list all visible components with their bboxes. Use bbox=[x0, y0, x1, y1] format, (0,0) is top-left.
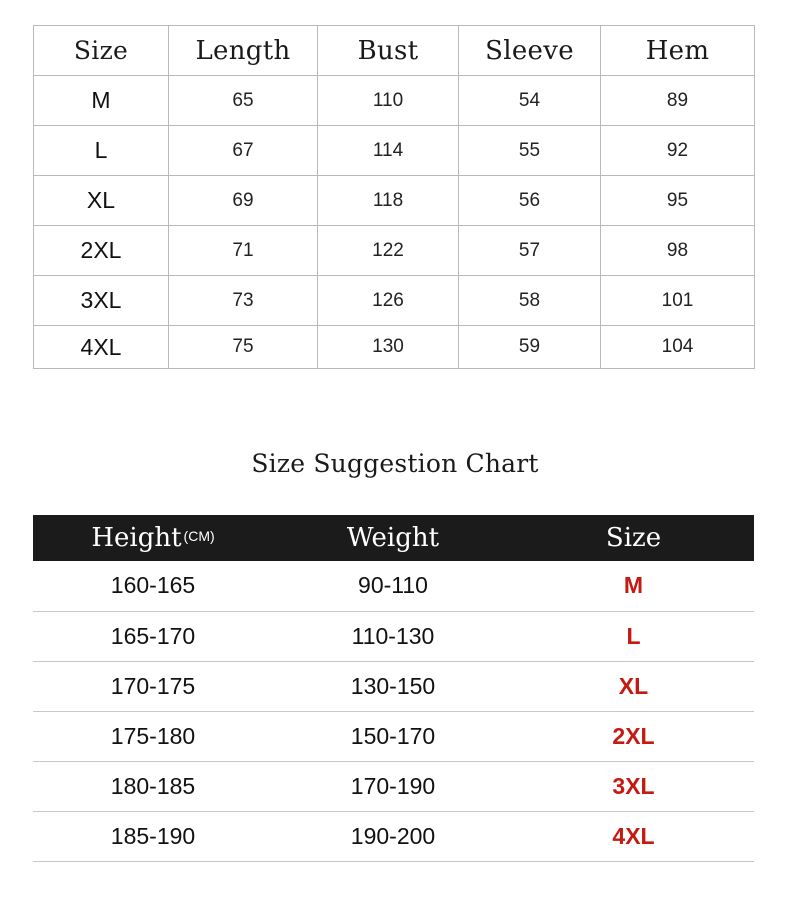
weight-cell: 170-190 bbox=[273, 761, 513, 811]
bust-cell: 130 bbox=[318, 326, 459, 369]
length-cell: 71 bbox=[169, 226, 318, 276]
header-size: Size bbox=[605, 523, 662, 553]
bust-cell: 110 bbox=[318, 76, 459, 126]
suggested-size-cell: 4XL bbox=[513, 811, 754, 861]
header-weight: Weight bbox=[346, 523, 440, 553]
table-row bbox=[34, 126, 755, 176]
header-height-label: Height bbox=[91, 523, 182, 553]
size-measurement-table bbox=[33, 25, 755, 369]
table-row bbox=[33, 811, 754, 861]
table-row bbox=[33, 761, 754, 811]
hem-cell: 89 bbox=[601, 76, 755, 126]
weight-cell: 150-170 bbox=[273, 711, 513, 761]
length-cell: 73 bbox=[169, 276, 318, 326]
header-sleeve: Sleeve bbox=[459, 26, 601, 76]
hem-cell: 101 bbox=[601, 276, 755, 326]
header-height bbox=[33, 515, 273, 561]
suggested-size-cell: XL bbox=[513, 661, 754, 711]
length-cell: 65 bbox=[169, 76, 318, 126]
size-cell: 3XL bbox=[34, 276, 169, 326]
weight-cell: 90-110 bbox=[273, 561, 513, 611]
height-cell: 160-165 bbox=[33, 561, 273, 611]
sleeve-cell: 58 bbox=[459, 276, 601, 326]
height-cell: 185-190 bbox=[33, 811, 273, 861]
table-row bbox=[33, 661, 754, 711]
suggested-size-cell: 3XL bbox=[513, 761, 754, 811]
suggested-size-cell: 2XL bbox=[513, 711, 754, 761]
sleeve-cell: 55 bbox=[459, 126, 601, 176]
bust-cell: 122 bbox=[318, 226, 459, 276]
suggested-size-cell: M bbox=[513, 561, 754, 611]
table-row bbox=[34, 226, 755, 276]
header-length: Length bbox=[169, 26, 318, 76]
height-cell: 180-185 bbox=[33, 761, 273, 811]
weight-cell: 110-130 bbox=[273, 611, 513, 661]
header-hem: Hem bbox=[601, 26, 755, 76]
size-cell: XL bbox=[34, 176, 169, 226]
header-size: Size bbox=[34, 26, 169, 76]
table-row bbox=[34, 76, 755, 126]
table-row bbox=[34, 176, 755, 226]
table-row bbox=[33, 711, 754, 761]
size-cell: L bbox=[34, 126, 169, 176]
size-cell: M bbox=[34, 76, 169, 126]
hem-cell: 104 bbox=[601, 326, 755, 369]
size-suggestion-table bbox=[33, 515, 754, 862]
bust-cell: 114 bbox=[318, 126, 459, 176]
sleeve-cell: 54 bbox=[459, 76, 601, 126]
table-row bbox=[34, 276, 755, 326]
height-cell: 170-175 bbox=[33, 661, 273, 711]
suggested-size-cell: L bbox=[513, 611, 754, 661]
sleeve-cell: 57 bbox=[459, 226, 601, 276]
hem-cell: 95 bbox=[601, 176, 755, 226]
suggestion-header-row bbox=[33, 515, 754, 561]
table-row bbox=[33, 611, 754, 661]
table-row bbox=[33, 561, 754, 611]
size-cell: 2XL bbox=[34, 226, 169, 276]
sleeve-cell: 59 bbox=[459, 326, 601, 369]
size-cell: 4XL bbox=[34, 326, 169, 369]
weight-cell: 190-200 bbox=[273, 811, 513, 861]
sleeve-cell: 56 bbox=[459, 176, 601, 226]
bust-cell: 126 bbox=[318, 276, 459, 326]
table-row bbox=[34, 326, 755, 369]
header-bust: Bust bbox=[318, 26, 459, 76]
weight-cell: 130-150 bbox=[273, 661, 513, 711]
size-suggestion-title: Size Suggestion Chart bbox=[251, 449, 539, 478]
length-cell: 75 bbox=[169, 326, 318, 369]
bust-cell: 118 bbox=[318, 176, 459, 226]
height-unit-label: (CM) bbox=[183, 528, 215, 544]
length-cell: 69 bbox=[169, 176, 318, 226]
hem-cell: 98 bbox=[601, 226, 755, 276]
table-header-row bbox=[34, 26, 755, 76]
length-cell: 67 bbox=[169, 126, 318, 176]
height-cell: 165-170 bbox=[33, 611, 273, 661]
hem-cell: 92 bbox=[601, 126, 755, 176]
height-cell: 175-180 bbox=[33, 711, 273, 761]
